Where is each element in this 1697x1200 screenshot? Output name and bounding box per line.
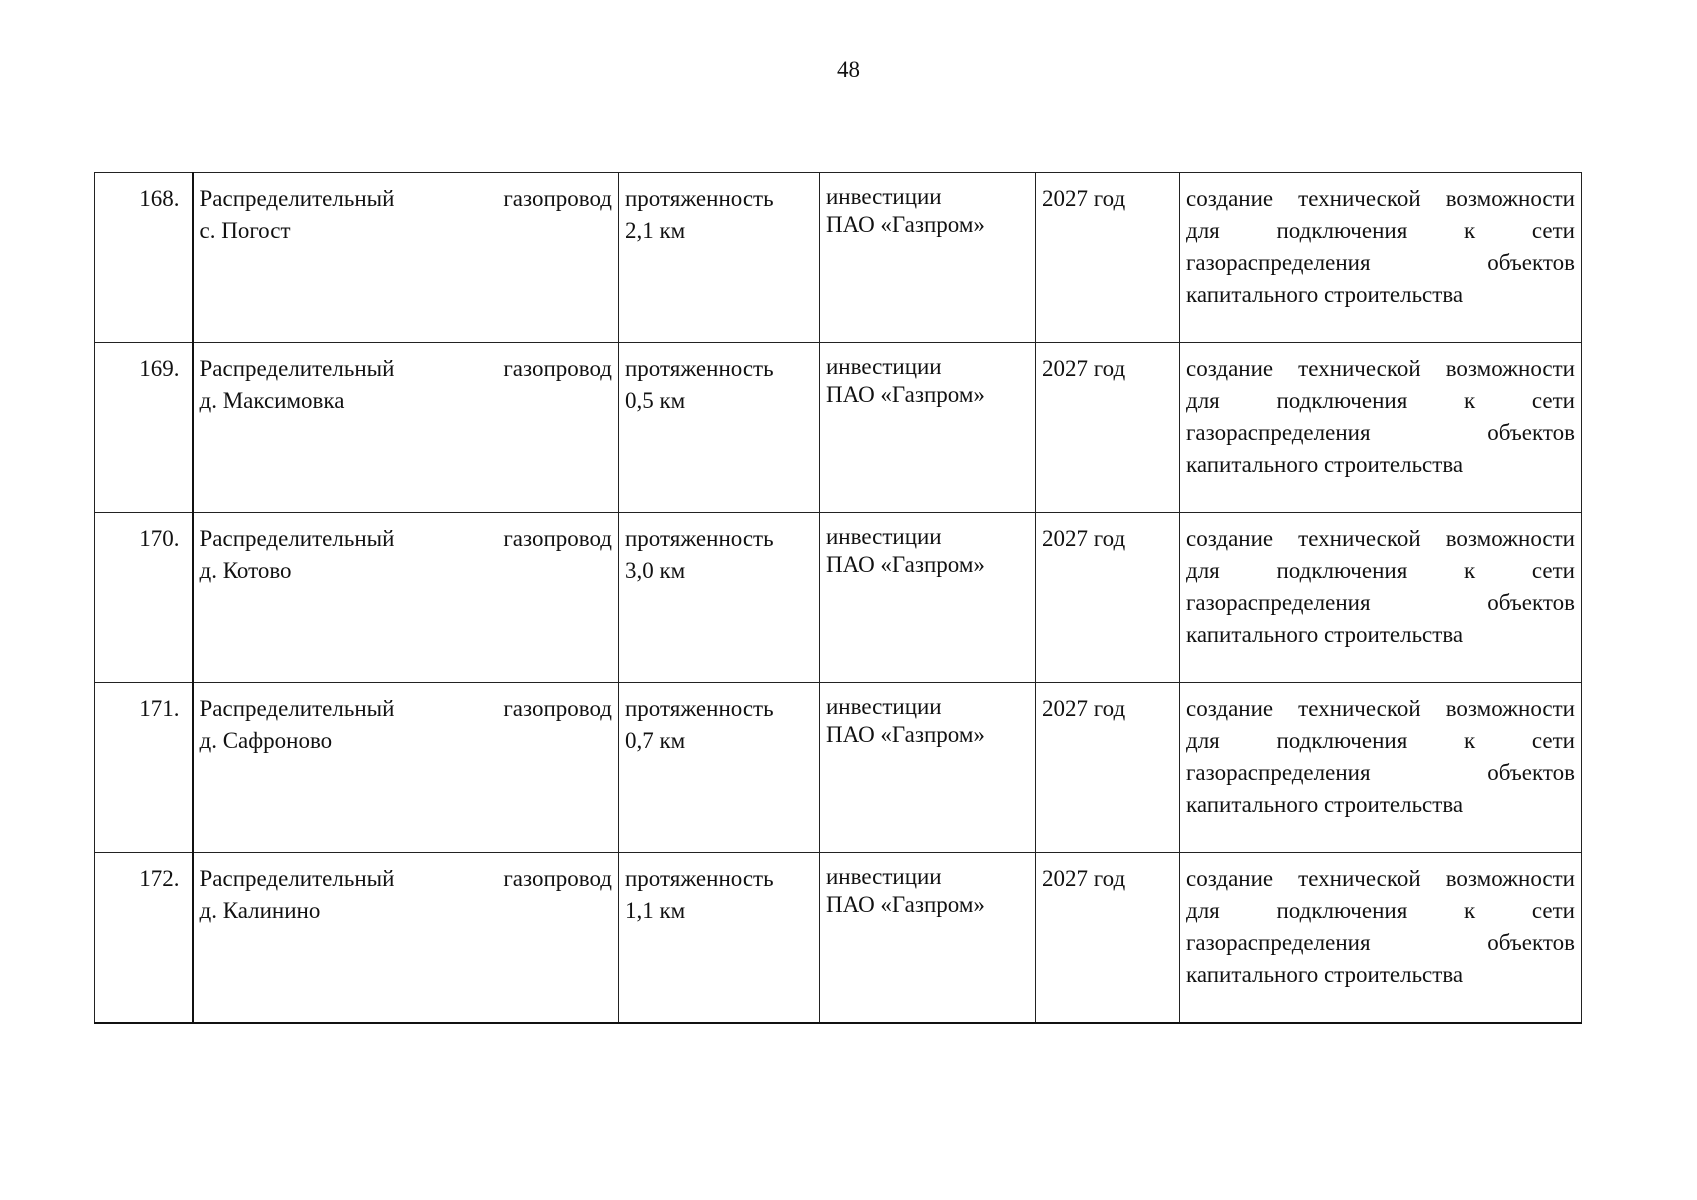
object-name-line: Распределительный газопровод (199, 356, 612, 381)
page-number: 48 (837, 57, 860, 82)
funding-label: инвестиции (826, 524, 942, 549)
purpose-line: для подключения к сети (1186, 218, 1575, 243)
object-location: д. Сафроново (199, 728, 333, 753)
purpose-line: создание технической возможности (1186, 526, 1575, 551)
length-label: протяженность (625, 356, 774, 381)
funding-label: инвестиции (826, 694, 942, 719)
length-cell (619, 343, 820, 513)
purpose-cell (1180, 513, 1582, 683)
purpose-cell (1180, 343, 1582, 513)
purpose-line: капитального строительства (1186, 282, 1464, 307)
purpose-line: газораспределения объектов (1186, 250, 1575, 275)
funding-cell (820, 173, 1036, 343)
purpose-line: создание технической возможности (1186, 696, 1575, 721)
table-row (95, 513, 1582, 683)
length-label: протяженность (625, 526, 774, 551)
purpose-cell (1180, 173, 1582, 343)
funding-cell (820, 683, 1036, 853)
purpose-cell (1180, 683, 1582, 853)
table-row (95, 853, 1582, 1023)
funding-source: ПАО «Газпром» (826, 552, 985, 577)
length-value: 1,1 км (625, 898, 686, 923)
purpose-cell (1180, 853, 1582, 1023)
length-value: 2,1 км (625, 218, 686, 243)
purpose-line: капитального строительства (1186, 792, 1464, 817)
funding-cell (820, 343, 1036, 513)
purpose-line: газораспределения объектов (1186, 930, 1575, 955)
funding-source: ПАО «Газпром» (826, 212, 985, 237)
purpose-line: газораспределения объектов (1186, 590, 1575, 615)
row-number: 172. (95, 853, 193, 1023)
purpose-line: капитального строительства (1186, 962, 1464, 987)
funding-source: ПАО «Газпром» (826, 722, 985, 747)
object-location: д. Котово (199, 558, 292, 583)
purpose-line: для подключения к сети (1186, 388, 1575, 413)
length-cell (619, 683, 820, 853)
object-name-line: Распределительный газопровод (199, 186, 612, 211)
funding-label: инвестиции (826, 354, 942, 379)
purpose-line: создание технической возможности (1186, 866, 1575, 891)
purpose-line: создание технической возможности (1186, 356, 1575, 381)
year-cell: 2027 год (1036, 683, 1180, 853)
length-cell (619, 513, 820, 683)
object-name-cell (193, 683, 619, 853)
table-row (95, 683, 1582, 853)
length-value: 0,7 км (625, 728, 686, 753)
row-number: 171. (95, 683, 193, 853)
row-number: 170. (95, 513, 193, 683)
purpose-line: капитального строительства (1186, 622, 1464, 647)
object-name-cell (193, 853, 619, 1023)
length-cell (619, 173, 820, 343)
object-name-line: Распределительный газопровод (199, 526, 612, 551)
object-name-cell (193, 343, 619, 513)
gas-pipeline-table (94, 172, 1582, 1024)
table-row (95, 173, 1582, 343)
year-cell: 2027 год (1036, 343, 1180, 513)
funding-source: ПАО «Газпром» (826, 382, 985, 407)
row-number: 168. (95, 173, 193, 343)
length-label: протяженность (625, 696, 774, 721)
funding-label: инвестиции (826, 184, 942, 209)
funding-source: ПАО «Газпром» (826, 892, 985, 917)
object-name-cell (193, 513, 619, 683)
year-cell: 2027 год (1036, 173, 1180, 343)
year-cell: 2027 год (1036, 853, 1180, 1023)
object-location: с. Погост (199, 218, 291, 243)
length-label: протяженность (625, 866, 774, 891)
purpose-line: для подключения к сети (1186, 558, 1575, 583)
purpose-line: для подключения к сети (1186, 898, 1575, 923)
row-number: 169. (95, 343, 193, 513)
length-cell (619, 853, 820, 1023)
funding-cell (820, 853, 1036, 1023)
object-name-line: Распределительный газопровод (199, 866, 612, 891)
funding-label: инвестиции (826, 864, 942, 889)
table-row (95, 343, 1582, 513)
purpose-line: для подключения к сети (1186, 728, 1575, 753)
length-label: протяженность (625, 186, 774, 211)
object-name-cell (193, 173, 619, 343)
object-location: д. Максимовка (199, 388, 345, 413)
purpose-line: капитального строительства (1186, 452, 1464, 477)
year-cell: 2027 год (1036, 513, 1180, 683)
purpose-line: создание технической возможности (1186, 186, 1575, 211)
length-value: 3,0 км (625, 558, 686, 583)
object-location: д. Калинино (199, 898, 321, 923)
length-value: 0,5 км (625, 388, 686, 413)
purpose-line: газораспределения объектов (1186, 760, 1575, 785)
purpose-line: газораспределения объектов (1186, 420, 1575, 445)
object-name-line: Распределительный газопровод (199, 696, 612, 721)
funding-cell (820, 513, 1036, 683)
